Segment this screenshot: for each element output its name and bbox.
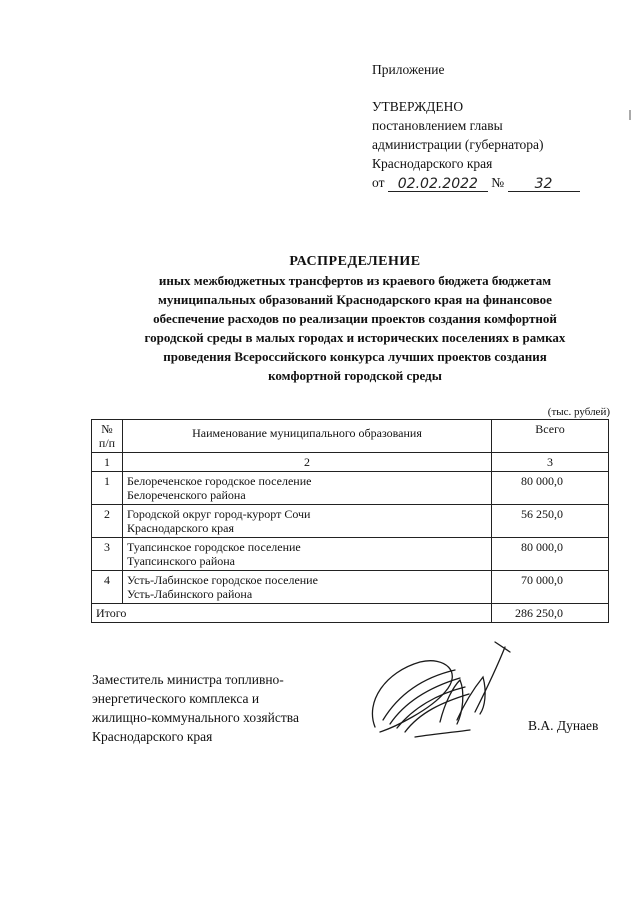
row-name <box>123 505 492 538</box>
colnum-2: 2 <box>123 453 492 472</box>
title-line-2: муниципальных образований Краснодарского края на финансовое <box>158 292 552 307</box>
approval-number-field <box>508 174 580 192</box>
row-sum: 80 000,0 <box>492 538 609 571</box>
title-line-6: комфортной городской среды <box>268 368 442 383</box>
approval-date: 02.02.2022 <box>397 176 478 192</box>
row-sum: 56 250,0 <box>492 505 609 538</box>
signer-line-3: жилищно-коммунального хозяйства <box>92 710 299 725</box>
document-heading: РАСПРЕДЕЛЕНИЕ <box>289 254 421 269</box>
row-name-line-2: Туапсинского района <box>127 554 235 568</box>
header-name: Наименование муниципального образования <box>123 420 492 453</box>
signer-line-4: Краснодарского края <box>92 729 213 744</box>
row-sum: 70 000,0 <box>492 571 609 604</box>
row-name-line-1: Городской округ город-курорт Сочи <box>127 507 311 521</box>
colnum-3: 3 <box>492 453 609 472</box>
table-total-row <box>92 604 609 623</box>
row-name <box>123 571 492 604</box>
table-colnum-row <box>92 453 609 472</box>
approval-line-2: администрации (губернатора) <box>372 137 544 152</box>
title-line-5: проведения Всероссийского конкурса лучших проектов создания <box>163 349 547 364</box>
row-num: 2 <box>92 505 123 538</box>
row-name <box>123 538 492 571</box>
approval-date-field <box>388 174 488 192</box>
table-row <box>92 571 609 604</box>
distribution-table <box>91 419 609 623</box>
total-label: Итого <box>92 604 492 623</box>
approval-block <box>372 60 612 192</box>
row-name-line-2: Белореченского района <box>127 488 246 502</box>
signer-line-2: энергетического комплекса и <box>92 691 260 706</box>
table-row <box>92 472 609 505</box>
header-num-line-1: № <box>101 422 113 436</box>
row-name <box>123 472 492 505</box>
row-name-line-2: Усть-Лабинского района <box>127 587 253 601</box>
table-row <box>92 538 609 571</box>
row-num: 1 <box>92 472 123 505</box>
number-label: № <box>491 175 505 190</box>
row-num: 4 <box>92 571 123 604</box>
row-sum: 80 000,0 <box>492 472 609 505</box>
row-name-line-2: Краснодарского края <box>127 521 235 535</box>
title-line-3: обеспечение расходов по реализации проектов создания комфортной <box>153 311 557 326</box>
header-total: Всего <box>492 420 609 453</box>
document-title-block <box>90 252 620 385</box>
handwritten-signature <box>345 632 515 752</box>
approval-date-line <box>372 173 612 192</box>
approved-label: УТВЕРЖДЕНО <box>372 99 464 114</box>
table-header-row <box>92 420 609 453</box>
approval-line-1: постановлением главы <box>372 118 503 133</box>
title-line-1: иных межбюджетных трансфертов из краевого бюджета бюджетам <box>158 273 552 288</box>
appendix-label: Приложение <box>372 62 445 77</box>
signer-name: В.А. Дунаев <box>528 718 599 733</box>
header-num <box>92 420 123 453</box>
header-num-line-2: п/п <box>98 436 116 450</box>
row-name-line-1: Белореченское городское поселение <box>127 474 312 488</box>
title-line-4: городской среды в малых городах и исторических поселениях в рамках <box>144 330 566 345</box>
colnum-1: 1 <box>92 453 123 472</box>
edge-mark <box>628 108 632 122</box>
units-label: (тыс. рублей) <box>547 406 610 418</box>
table-row <box>92 505 609 538</box>
signer-line-1: Заместитель министра топливно- <box>92 672 284 687</box>
approval-number: 32 <box>534 176 553 192</box>
approval-line-3: Краснодарского края <box>372 156 493 171</box>
row-num: 3 <box>92 538 123 571</box>
total-sum: 286 250,0 <box>492 604 609 623</box>
from-label: от <box>372 175 385 190</box>
row-name-line-1: Усть-Лабинское городское поселение <box>127 573 318 587</box>
row-name-line-1: Туапсинское городское поселение <box>127 540 301 554</box>
